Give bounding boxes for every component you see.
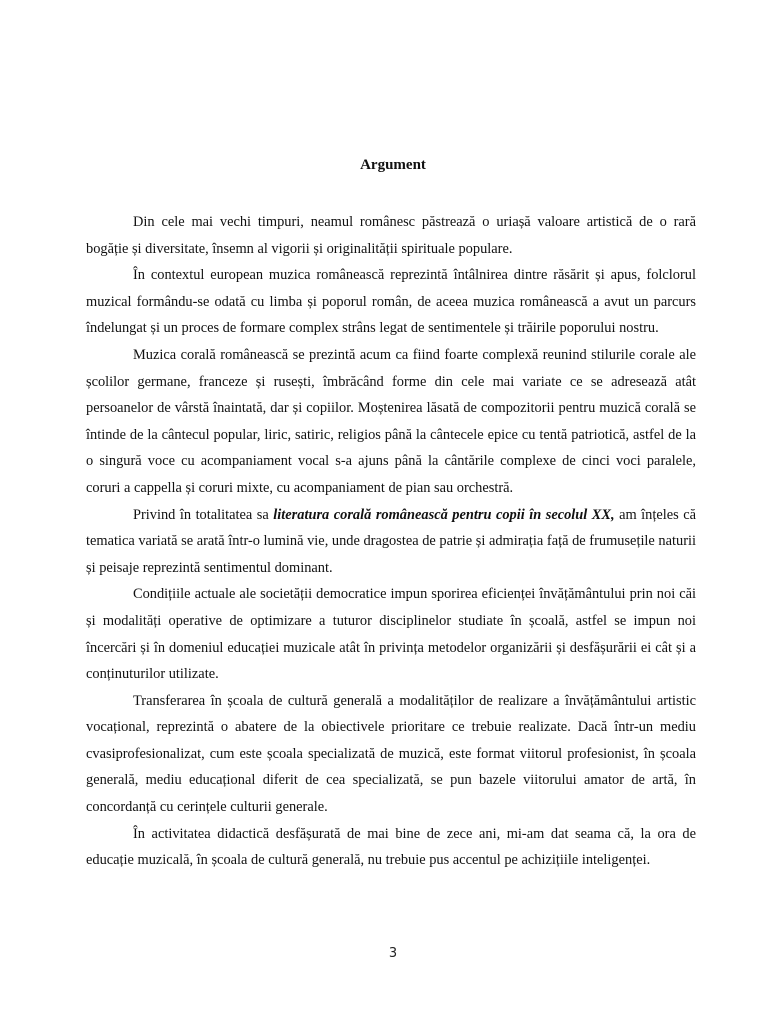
paragraph-4-emphasis: literatura corală românească pentru copii în secolul XX, [273,506,615,523]
page-title: Argument [360,157,426,173]
paragraph-6: Transferarea în școala de cultură generală a modalităților de realizare a învățământului artistic vocațional, reprezintă o abatere de la obiectivele prioritare ce trebuie realizate. Dacă într-un mediu cvasiprofesionalizat, cum este școala specializată de muzică, este format viitorul profesionist, în școala generală, mediu educațional diferit de cea specializată, se pun bazele viitorului amator de artă, în concordanță cu cerințele culturii generale. [86,692,696,816]
paragraph-4-after: am înțeles că tematica variată se arată într-o lumină vie, unde dragostea de patrie și admirația față de frumusețile naturii și peisaje reprezintă sentimentul dominant. [86,506,697,576]
paragraph-2: În contextul european muzica românească reprezintă întâlnirea dintre răsărit și apus, folclorul muzical formându-se odată cu limba și poporul român, de aceea muzica românească a avut un parcurs îndelungat și un proces de formare complex strâns legat de sentimentele și trăirile poporului nostru. [86,267,696,337]
paragraph-7: În activitatea didactică desfășurată de mai bine de zece ani, mi-am dat seama că, la ora de educație muzicală, în școala de cultură generală, nu trebuie pus accentul pe achizițiile inteligenței. [86,825,696,869]
paragraph-3: Muzica corală românească se prezintă acum ca fiind foarte complexă reunind stilurile corale ale școlilor germane, franceze și rusești, îmbrăcând forme din cele mai variate ce se adresează atât persoanelor de vârstă înaintată, dar și copiilor. Moștenirea lăsată de compozitorii pentru muzică corală se întinde de la cântecul popular, liric, satiric, religios până la cântecele epice cu tentă patriotică, astfel de la o singură voce cu acompaniament vocal s-a ajuns până la cântările complexe de cinci voci paralele, coruri a cappella și coruri mixte, cu acompaniament de pian sau orchestră. [86,346,696,496]
paragraph-4-before: Privind în totalitatea sa [133,506,274,523]
page-number: 3 [388,946,398,961]
paragraph-1: Din cele mai vechi timpuri, neamul românesc păstrează o uriașă valoare artistică de o rară bogăție și diversitate, însemn al vigorii și originalității spirituale populare. [86,214,696,257]
paragraph-4 [86,502,696,582]
body-text [86,209,696,874]
paragraph-5: Condițiile actuale ale societății democratice impun sporirea eficienței învățământului prin noi căi și modalități operative de optimizare a tuturor disciplinelor studiate în școală, astfel se impun noi încercări și în domeniul educației muzicale atât în privința metodelor organizării și desfășurării ei cât și a conținuturilor utilizate. [86,586,696,683]
